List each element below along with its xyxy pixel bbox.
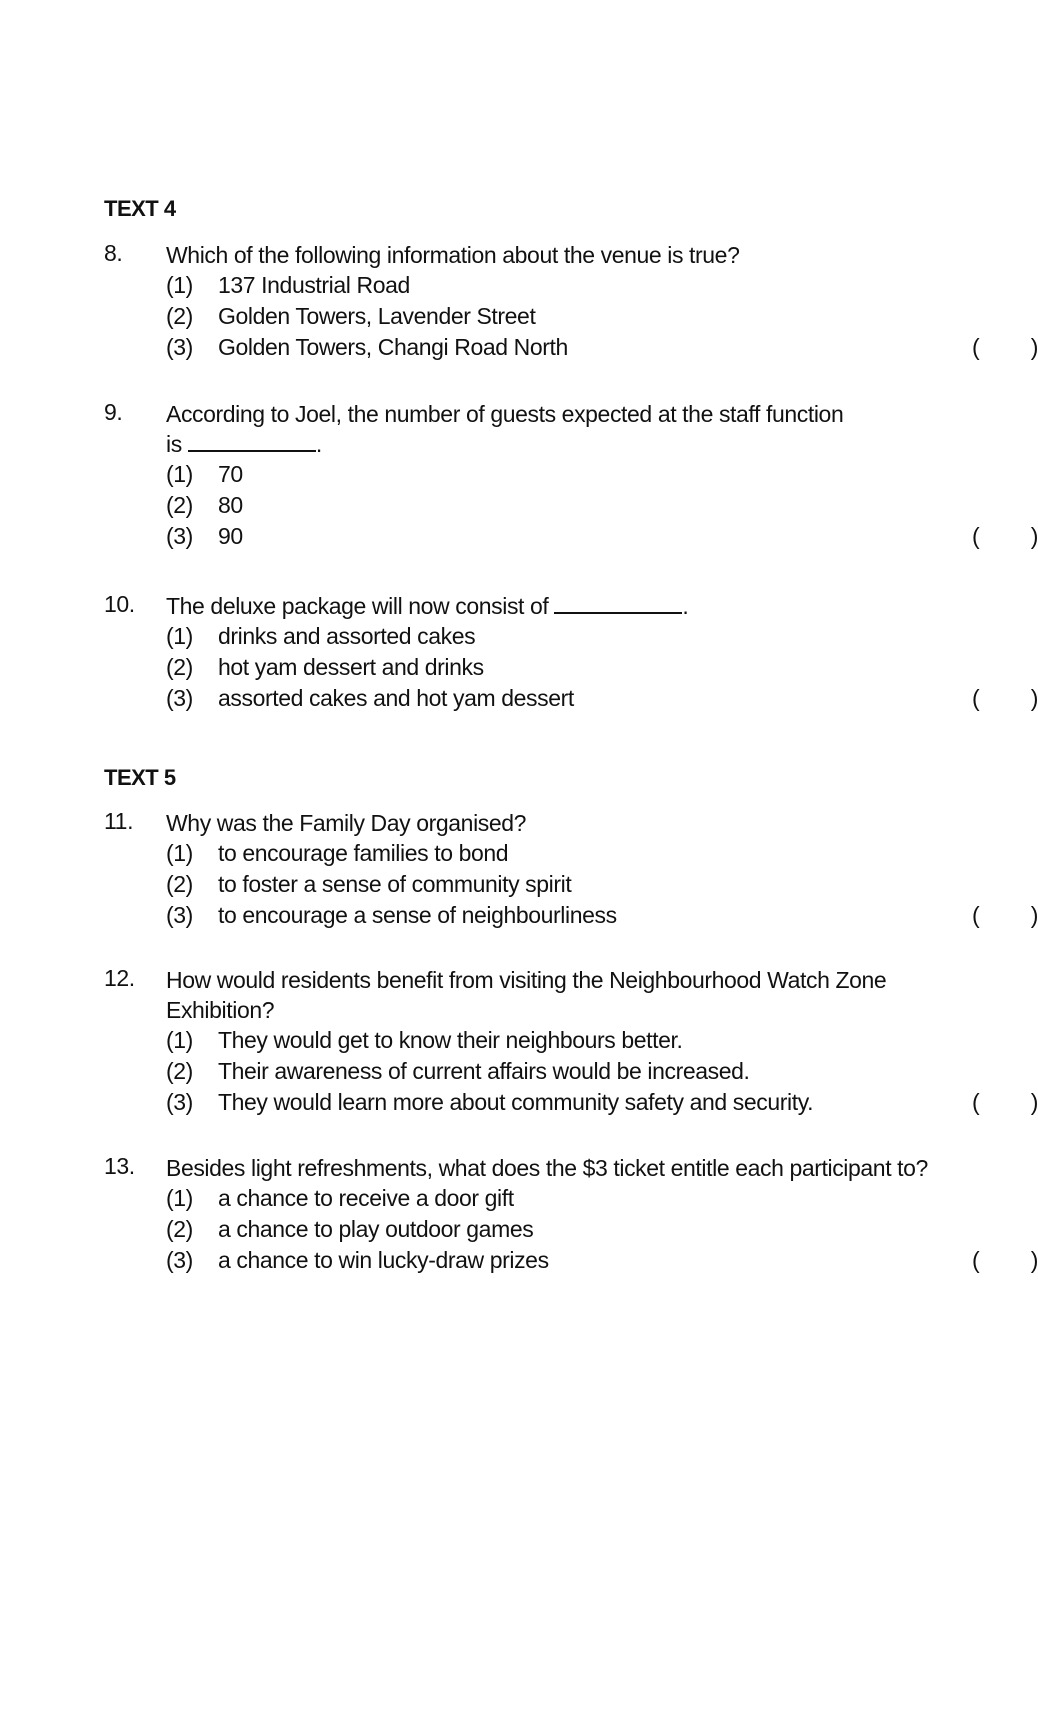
- option-2: [166, 869, 994, 900]
- question-number: 10.: [104, 591, 135, 617]
- question-number: 12.: [104, 965, 135, 991]
- option-number: (3): [166, 523, 193, 549]
- answer-bracket[interactable]: [972, 900, 1038, 931]
- option-text: assorted cakes and hot yam dessert: [218, 685, 574, 711]
- question-number: 9.: [104, 399, 123, 425]
- option-text: hot yam dessert and drinks: [218, 654, 484, 680]
- option-2: [166, 301, 994, 332]
- option-1: [166, 838, 994, 869]
- option-1: [166, 270, 994, 301]
- option-3: [166, 900, 1038, 931]
- option-text: to foster a sense of community spirit: [218, 871, 572, 897]
- answer-bracket[interactable]: [972, 1245, 1038, 1276]
- bracket-open: (: [972, 523, 980, 549]
- option-text: to encourage families to bond: [218, 840, 509, 866]
- option-2: [166, 1056, 994, 1087]
- option-text: a chance to win lucky-draw prizes: [218, 1247, 549, 1273]
- option-text: They would learn more about community safety and security.: [218, 1089, 814, 1115]
- bracket-open: (: [972, 685, 980, 711]
- options-list: [166, 1025, 1038, 1118]
- option-text: to encourage a sense of neighbourliness: [218, 902, 617, 928]
- option-text: a chance to receive a door gift: [218, 1185, 514, 1211]
- options-list: [166, 621, 1038, 714]
- question-text-line: According to Joel, the number of guests expected at the staff function: [166, 401, 844, 427]
- option-number: (1): [166, 1027, 193, 1053]
- option-number: (2): [166, 654, 193, 680]
- option-number: (3): [166, 902, 193, 928]
- option-number: (1): [166, 1185, 193, 1211]
- option-3: [166, 1087, 1038, 1118]
- bracket-close: ): [1030, 523, 1038, 549]
- option-3: [166, 683, 1038, 714]
- bracket-open: (: [972, 902, 980, 928]
- option-2: [166, 652, 994, 683]
- option-3: [166, 332, 1038, 363]
- option-3: [166, 1245, 1038, 1276]
- question-9: [104, 399, 1038, 552]
- option-number: (3): [166, 1247, 193, 1273]
- question-text-part: The deluxe package will now consist of: [166, 593, 549, 619]
- bracket-close: ): [1030, 1089, 1038, 1115]
- section-title-text-4: TEXT 4: [104, 196, 176, 221]
- answer-bracket[interactable]: [972, 521, 1038, 552]
- question-12: [104, 965, 1038, 1118]
- option-number: (2): [166, 871, 193, 897]
- question-text: [166, 399, 994, 459]
- answer-bracket[interactable]: [972, 332, 1038, 363]
- option-1: [166, 1183, 994, 1214]
- option-1: [166, 1025, 994, 1056]
- options-list: [166, 838, 1038, 931]
- question-number: 13.: [104, 1153, 135, 1179]
- answer-bracket[interactable]: [972, 683, 1038, 714]
- option-text: Golden Towers, Changi Road North: [218, 334, 568, 360]
- option-number: (2): [166, 492, 193, 518]
- option-number: (3): [166, 685, 193, 711]
- question-text: The deluxe package will now consist of .: [166, 593, 689, 619]
- option-number: (1): [166, 840, 193, 866]
- question-text: Why was the Family Day organised?: [166, 810, 527, 836]
- question-number: 8.: [104, 240, 123, 266]
- option-1: [166, 459, 994, 490]
- question-text-line: How would residents benefit from visiting the Neighbourhood Watch Zone: [166, 967, 887, 993]
- option-number: (1): [166, 623, 193, 649]
- bracket-close: ): [1030, 334, 1038, 360]
- bracket-close: ): [1030, 1247, 1038, 1273]
- answer-blank: [554, 611, 682, 614]
- question-8: [104, 240, 1038, 363]
- options-list: [166, 459, 1038, 552]
- question-11: [104, 808, 1038, 931]
- option-number: (2): [166, 1058, 193, 1084]
- question-text: Which of the following information about the venue is true?: [166, 242, 740, 268]
- bracket-open: (: [972, 334, 980, 360]
- option-text: 80: [218, 492, 243, 518]
- question-number: 11.: [104, 808, 134, 834]
- option-text: 137 Industrial Road: [218, 272, 410, 298]
- option-1: [166, 621, 994, 652]
- option-2: [166, 1214, 994, 1245]
- answer-bracket[interactable]: [972, 1087, 1038, 1118]
- option-2: [166, 490, 994, 521]
- option-text: Golden Towers, Lavender Street: [218, 303, 536, 329]
- bracket-open: (: [972, 1089, 980, 1115]
- question-13: [104, 1153, 1038, 1276]
- option-3: [166, 521, 1038, 552]
- answer-blank: [188, 449, 316, 452]
- option-text: 90: [218, 523, 243, 549]
- question-text: Besides light refreshments, what does the $3 ticket entitle each participant to?: [166, 1155, 928, 1181]
- option-number: (2): [166, 1216, 193, 1242]
- bracket-close: ): [1030, 685, 1038, 711]
- option-text: They would get to know their neighbours better.: [218, 1027, 683, 1053]
- options-list: [166, 270, 1038, 363]
- question-text-line: is .: [166, 431, 322, 457]
- option-text: a chance to play outdoor games: [218, 1216, 534, 1242]
- bracket-close: ): [1030, 902, 1038, 928]
- question-text-line: Exhibition?: [166, 997, 275, 1023]
- option-number: (1): [166, 461, 193, 487]
- bracket-open: (: [972, 1247, 980, 1273]
- question-text-part: is: [166, 431, 182, 457]
- option-text: 70: [218, 461, 243, 487]
- question-text: [166, 965, 994, 1025]
- options-list: [166, 1183, 1038, 1276]
- option-number: (3): [166, 1089, 193, 1115]
- option-text: drinks and assorted cakes: [218, 623, 476, 649]
- option-number: (3): [166, 334, 193, 360]
- option-number: (2): [166, 303, 193, 329]
- option-number: (1): [166, 272, 193, 298]
- section-title-text-5: TEXT 5: [104, 765, 176, 790]
- option-text: Their awareness of current affairs would be increased.: [218, 1058, 750, 1084]
- question-10: [104, 591, 1038, 714]
